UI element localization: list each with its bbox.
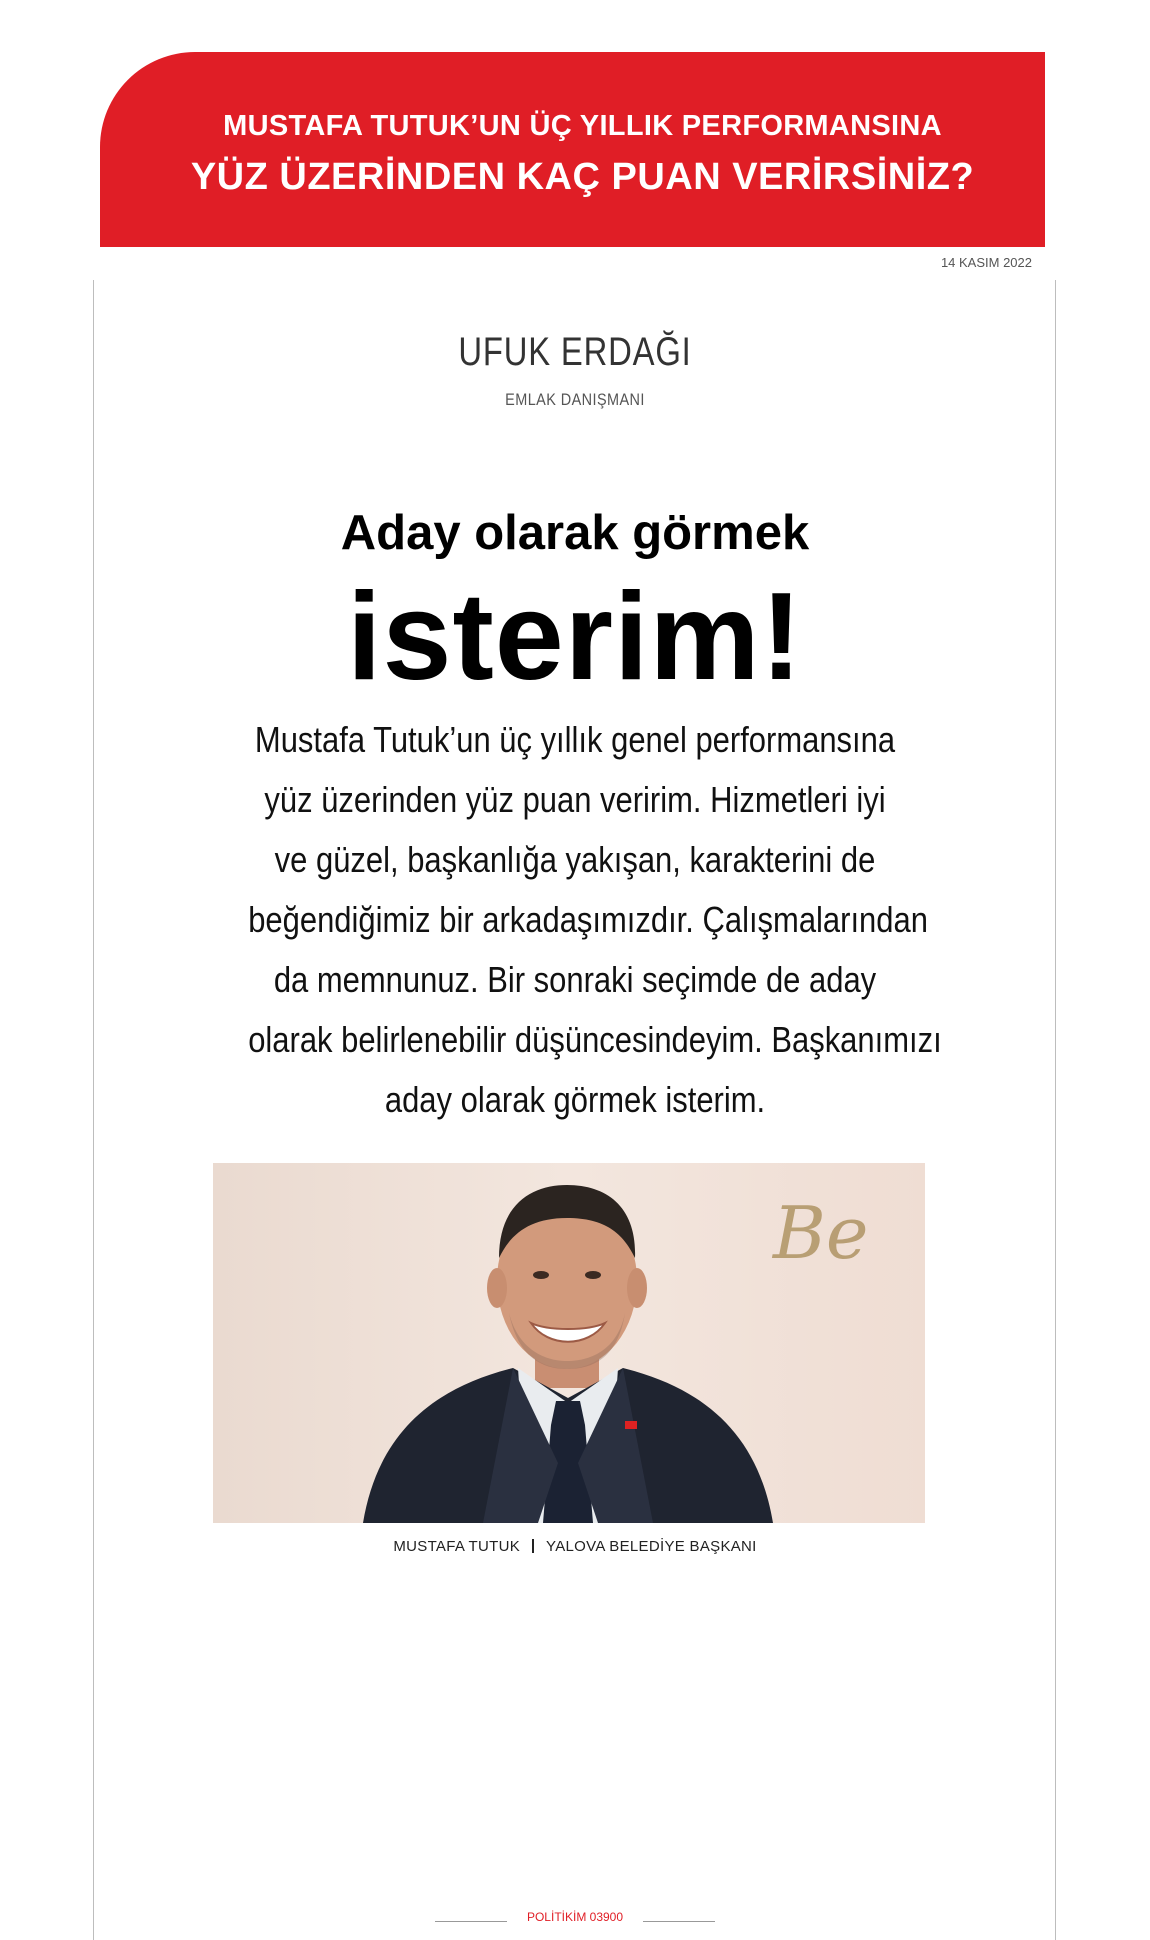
headline-main: isterim! [347,568,803,706]
quote-line: da memnunuz. Bir sonraki seçimde de aday [273,959,877,1000]
portrait-photo [213,1163,925,1523]
header-question-line-1: MUSTAFA TUTUK’UN ÜÇ YILLIK PERFORMANSINA [223,110,942,142]
quote-line: Mustafa Tutuk’un üç yıllık genel performansına [254,719,896,760]
quote-line: yüz üzerinden yüz puan veririm. Hizmetleri iyi [264,779,886,820]
headline-top: Aday olarak görmek [340,506,810,560]
author-role: EMLAK DANIŞMANI [505,390,645,409]
caption-title: YALOVA BELEDİYE BAŞKANI [546,1538,757,1555]
footer-label: POLİTİKİM 03900 [526,1910,624,1924]
quote-body [248,710,942,1130]
author-name: UFUK ERDAĞI [458,330,692,374]
header-question-line-2: YÜZ ÜZERİNDEN KAÇ PUAN VERİRSİNİZ? [190,156,975,198]
quote-line: ve güzel, başkanlığa yakışan, karakterini de [274,839,876,880]
caption-separator [532,1539,534,1553]
caption-name: MUSTAFA TUTUK [393,1538,521,1555]
quote-line: olarak belirlenebilir düşüncesindeyim. Başkanımızı [248,1019,942,1060]
header-banner [100,52,1045,247]
background-script-text: Be [773,1191,869,1275]
quote-line: aday olarak görmek isterim. [384,1079,766,1120]
photo-caption [0,1538,1150,1555]
quote-line: beğendiğimiz bir arkadaşımızdır. Çalışmalarından [248,899,928,940]
publication-date: 14 KASIM 2022 [940,255,1032,270]
portrait-illustration [213,1163,925,1523]
